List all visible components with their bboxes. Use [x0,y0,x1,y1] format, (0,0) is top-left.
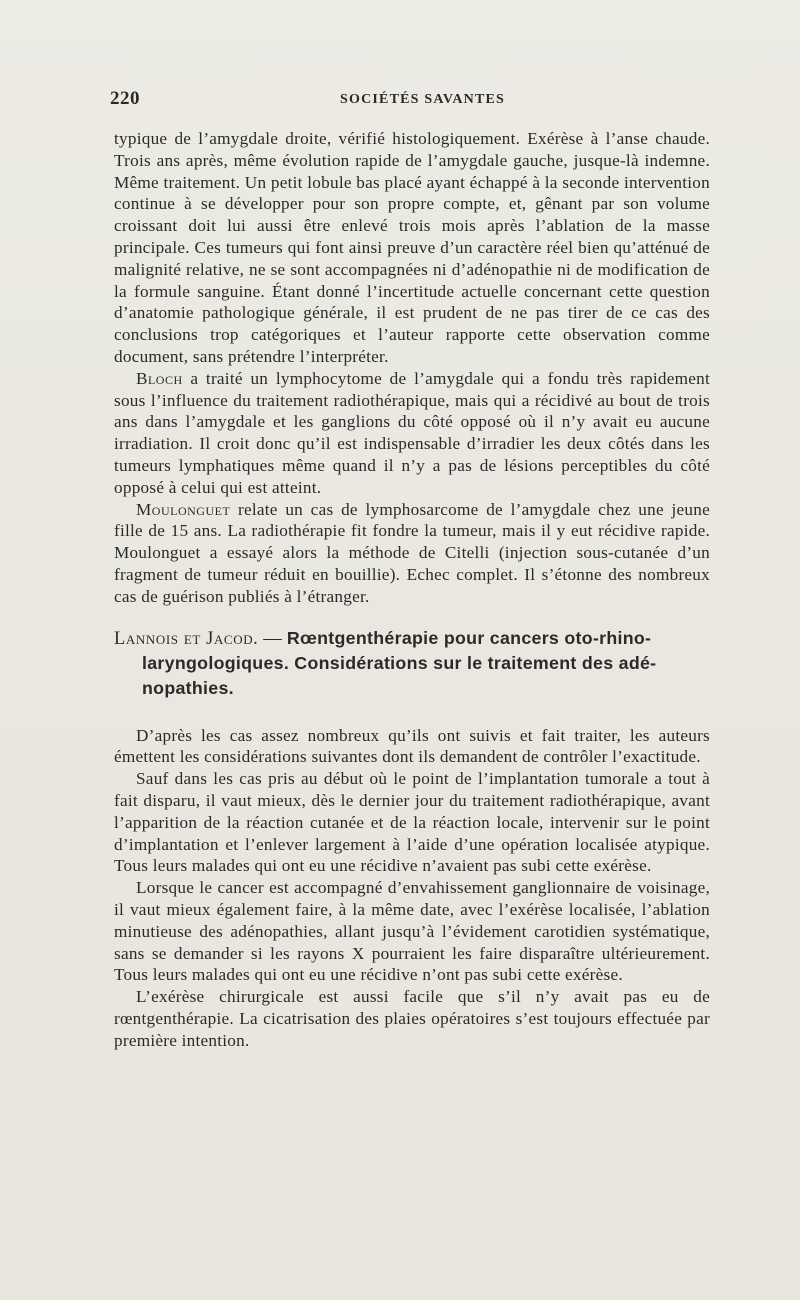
section-heading [114,626,710,701]
section-paragraph-3: Lorsque le cancer est accompagné d’envahissement ganglionnaire de voisinage, il vaut mieux également faire, à la même date, avec l’exérèse localisée, l’ablation minutieuse des adénopathies, allant jusqu’à l’évidement carotidien systématique, sans se demander si les rayons X pourraient les faire disparaître ultérieurement. Tous leurs malades qui ont eu une récidive n’ont pas subi cette exérèse. [114,878,710,985]
paragraph-continuation: typique de l’amygdale droite, vérifié histologiquement. Exérèse à l’anse chaude. Trois ans après, même évolution rapide de l’amygdale gauche, jusque-là indemne. Même traitement. Un petit lobule bas placé ayant échappé à la seconde intervention continue à se développer pour son propre compte, et, gênant par son volume croissant doit lui aussi être enlevé trois mois après l’ablation de la masse principale. Ces tumeurs qui font ainsi preuve d’un caractère réel bien qu’atténué de malignité relative, ne se sont accompagnées ni d’adénopathie ni de modification de la formule sanguine. Étant donné l’incertitude actuelle concernant cette question d’anatomie pathologique générale, il est prudent de ne pas tirer de ce cas des conclusions trop catégoriques et l’auteur rapporte cette observation comme document, sans prétendre l’interpréter. [114,129,710,366]
paragraph-moulonguet [114,499,710,608]
author-name: Moulonguet [136,499,231,519]
paragraph-text: a traité un lymphocytome de l’amygdale qui a fondu très rapidement sous l’influence du traitement radiothérapique, mais qui a récidivé au bout de trois ans dans l’amygdale et les ganglions du côté opposé où il n’y avait eu aucune irradiation. Il croit donc qu’il est indispensable d’irradier les deux côtés dans les tumeurs lymphatiques même quand il n’y a pas de lésions perceptibles du côté opposé à celui qui est atteint. [114,368,710,497]
paragraph-bloch [114,368,710,499]
section-dash: — [258,628,287,649]
running-head [110,88,710,116]
author-name: Bloch [136,368,183,388]
section-authors: Lannois et Jacod. [114,628,259,649]
section-paragraph-4: L’exérèse chirurgicale est aussi facile que s’il n’y avait pas eu de rœntgenthérapie. La cicatrisation des plaies opératoires s’est toujours effectuée par première intention. [114,987,710,1050]
section-title-line-3: nopathies. [142,677,234,698]
section-title-line-2: laryngologiques. Considérations sur le traitement des adé- [142,652,657,673]
body-text [114,128,710,1051]
journal-title: SOCIÉTÉS SAVANTES [340,92,506,107]
section-title-line-1: Rœntgenthérapie pour cancers oto-rhino- [286,627,652,648]
page-number: 220 [110,88,140,109]
section-paragraph-2: Sauf dans les cas pris au début où le point de l’implantation tumorale a tout à fait disparu, il vaut mieux, dès le dernier jour du traitement radiothérapique, avant l’apparition de la réaction cutanée et de la réaction locale, intervenir sur le point d’implantation et l’enlever largement à l’aide d’une opération localisée atypique. Tous leurs malades qui ont eu une récidive n’avaient pas subi cette exérèse. [114,769,710,876]
section-paragraph-1: D’après les cas assez nombreux qu’ils ont suivis et fait traiter, les auteurs émettent les considérations suivantes dont ils demandent de contrôler l’exactitude. [114,725,710,767]
paragraph-text: relate un cas de lymphosarcome de l’amygdale chez une jeune fille de 15 ans. La radiothérapie fit fondre la tumeur, mais il y eut récidive rapide. Moulonguet a essayé alors la méthode de Citelli (injection sous-cutanée d’un fragment de tumeur réduit en bouillie). Echec complet. Il s’étonne des nombreux cas de guérison publiés à l’étranger. [114,499,710,606]
